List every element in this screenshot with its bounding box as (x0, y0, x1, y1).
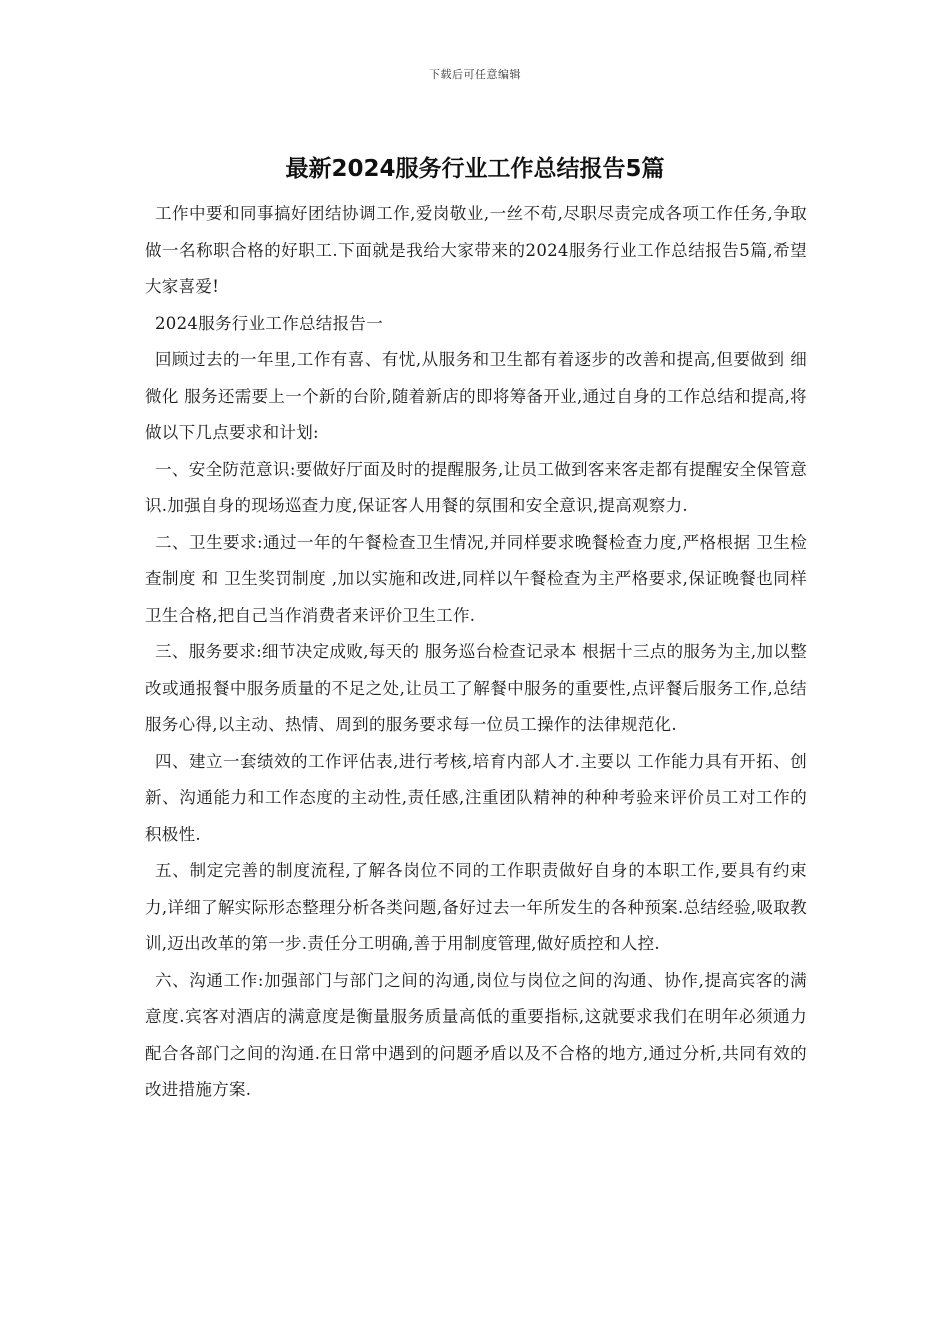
point-evaluation-paragraph: 四、建立一套绩效的工作评估表,进行考核,培育内部人才.主要以 工作能力具有开拓、创新、沟通能力和工作态度的主动性,责任感,注重团队精神的种种考验来评价员工对工作的积极性. (145, 751, 807, 844)
point-service-paragraph: 三、服务要求:细节决定成败,每天的 服务巡台检查记录本 根据十三点的服务为主,加以整改或通报餐中服务质量的不足之处,让员工了解餐中服务的重要性,点评餐后服务工作,总结服务心得,以主动、热情、周到的服务要求每一位员工操作的法律规范化. (145, 642, 807, 734)
point-process-paragraph: 五、制定完善的制度流程,了解各岗位不同的工作职责做好自身的本职工作,要具有约束力,详细了解实际形态整理分析各类问题,备好过去一年所发生的各种预案.总结经验,吸取教训,迈出改革的第一步.责任分工明确,善于用制度管理,做好质控和人控. (145, 861, 807, 953)
point-communication-paragraph: 六、沟通工作:加强部门与部门之间的沟通,岗位与岗位之间的沟通、协作,提高宾客的满意度.宾客对酒店的满意度是衡量服务质量高低的重要指标,这就要求我们在明年必须通力配合各部门之间的沟通.在日常中遇到的问题矛盾以及不合格的地方,通过分析,共同有效的改进措施方案. (145, 970, 807, 1099)
section-heading: 2024服务行业工作总结报告一 (155, 313, 383, 333)
page-header-note: 下载后可任意编辑 (429, 68, 521, 81)
review-paragraph: 回顾过去的一年里,工作有喜、有忧,从服务和卫生都有着逐步的改善和提高,但要做到 细微化 服务还需要上一个新的台阶,随着新店的即将筹备开业,通过自身的工作总结和提高,将做以下几点要求和计划: (145, 350, 807, 442)
point-hygiene-paragraph: 二、卫生要求:通过一年的午餐检查卫生情况,并同样要求晚餐检查力度,严格根据 卫生检查制度 和 卫生奖罚制度 ,加以实施和改进,同样以午餐检查为主严格要求,保证晚餐也同样卫生合格,把自己当作消费者来评价卫生工作. (145, 532, 807, 625)
point-safety-paragraph: 一、安全防范意识:要做好厅面及时的提醒服务,让员工做到客来客走都有提醒安全保管意识.加强自身的现场巡查力度,保证客人用餐的氛围和安全意识,提高观察力. (145, 459, 807, 515)
intro-paragraph: 工作中要和同事搞好团结协调工作,爱岗敬业,一丝不苟,尽职尽责完成各项工作任务,争取做一名称职合格的好职工.下面就是我给大家带来的2024服务行业工作总结报告5篇,希望大家喜爱! (145, 204, 807, 296)
document-body (145, 196, 807, 1109)
document-title: 最新2024服务行业工作总结报告5篇 (285, 156, 665, 182)
